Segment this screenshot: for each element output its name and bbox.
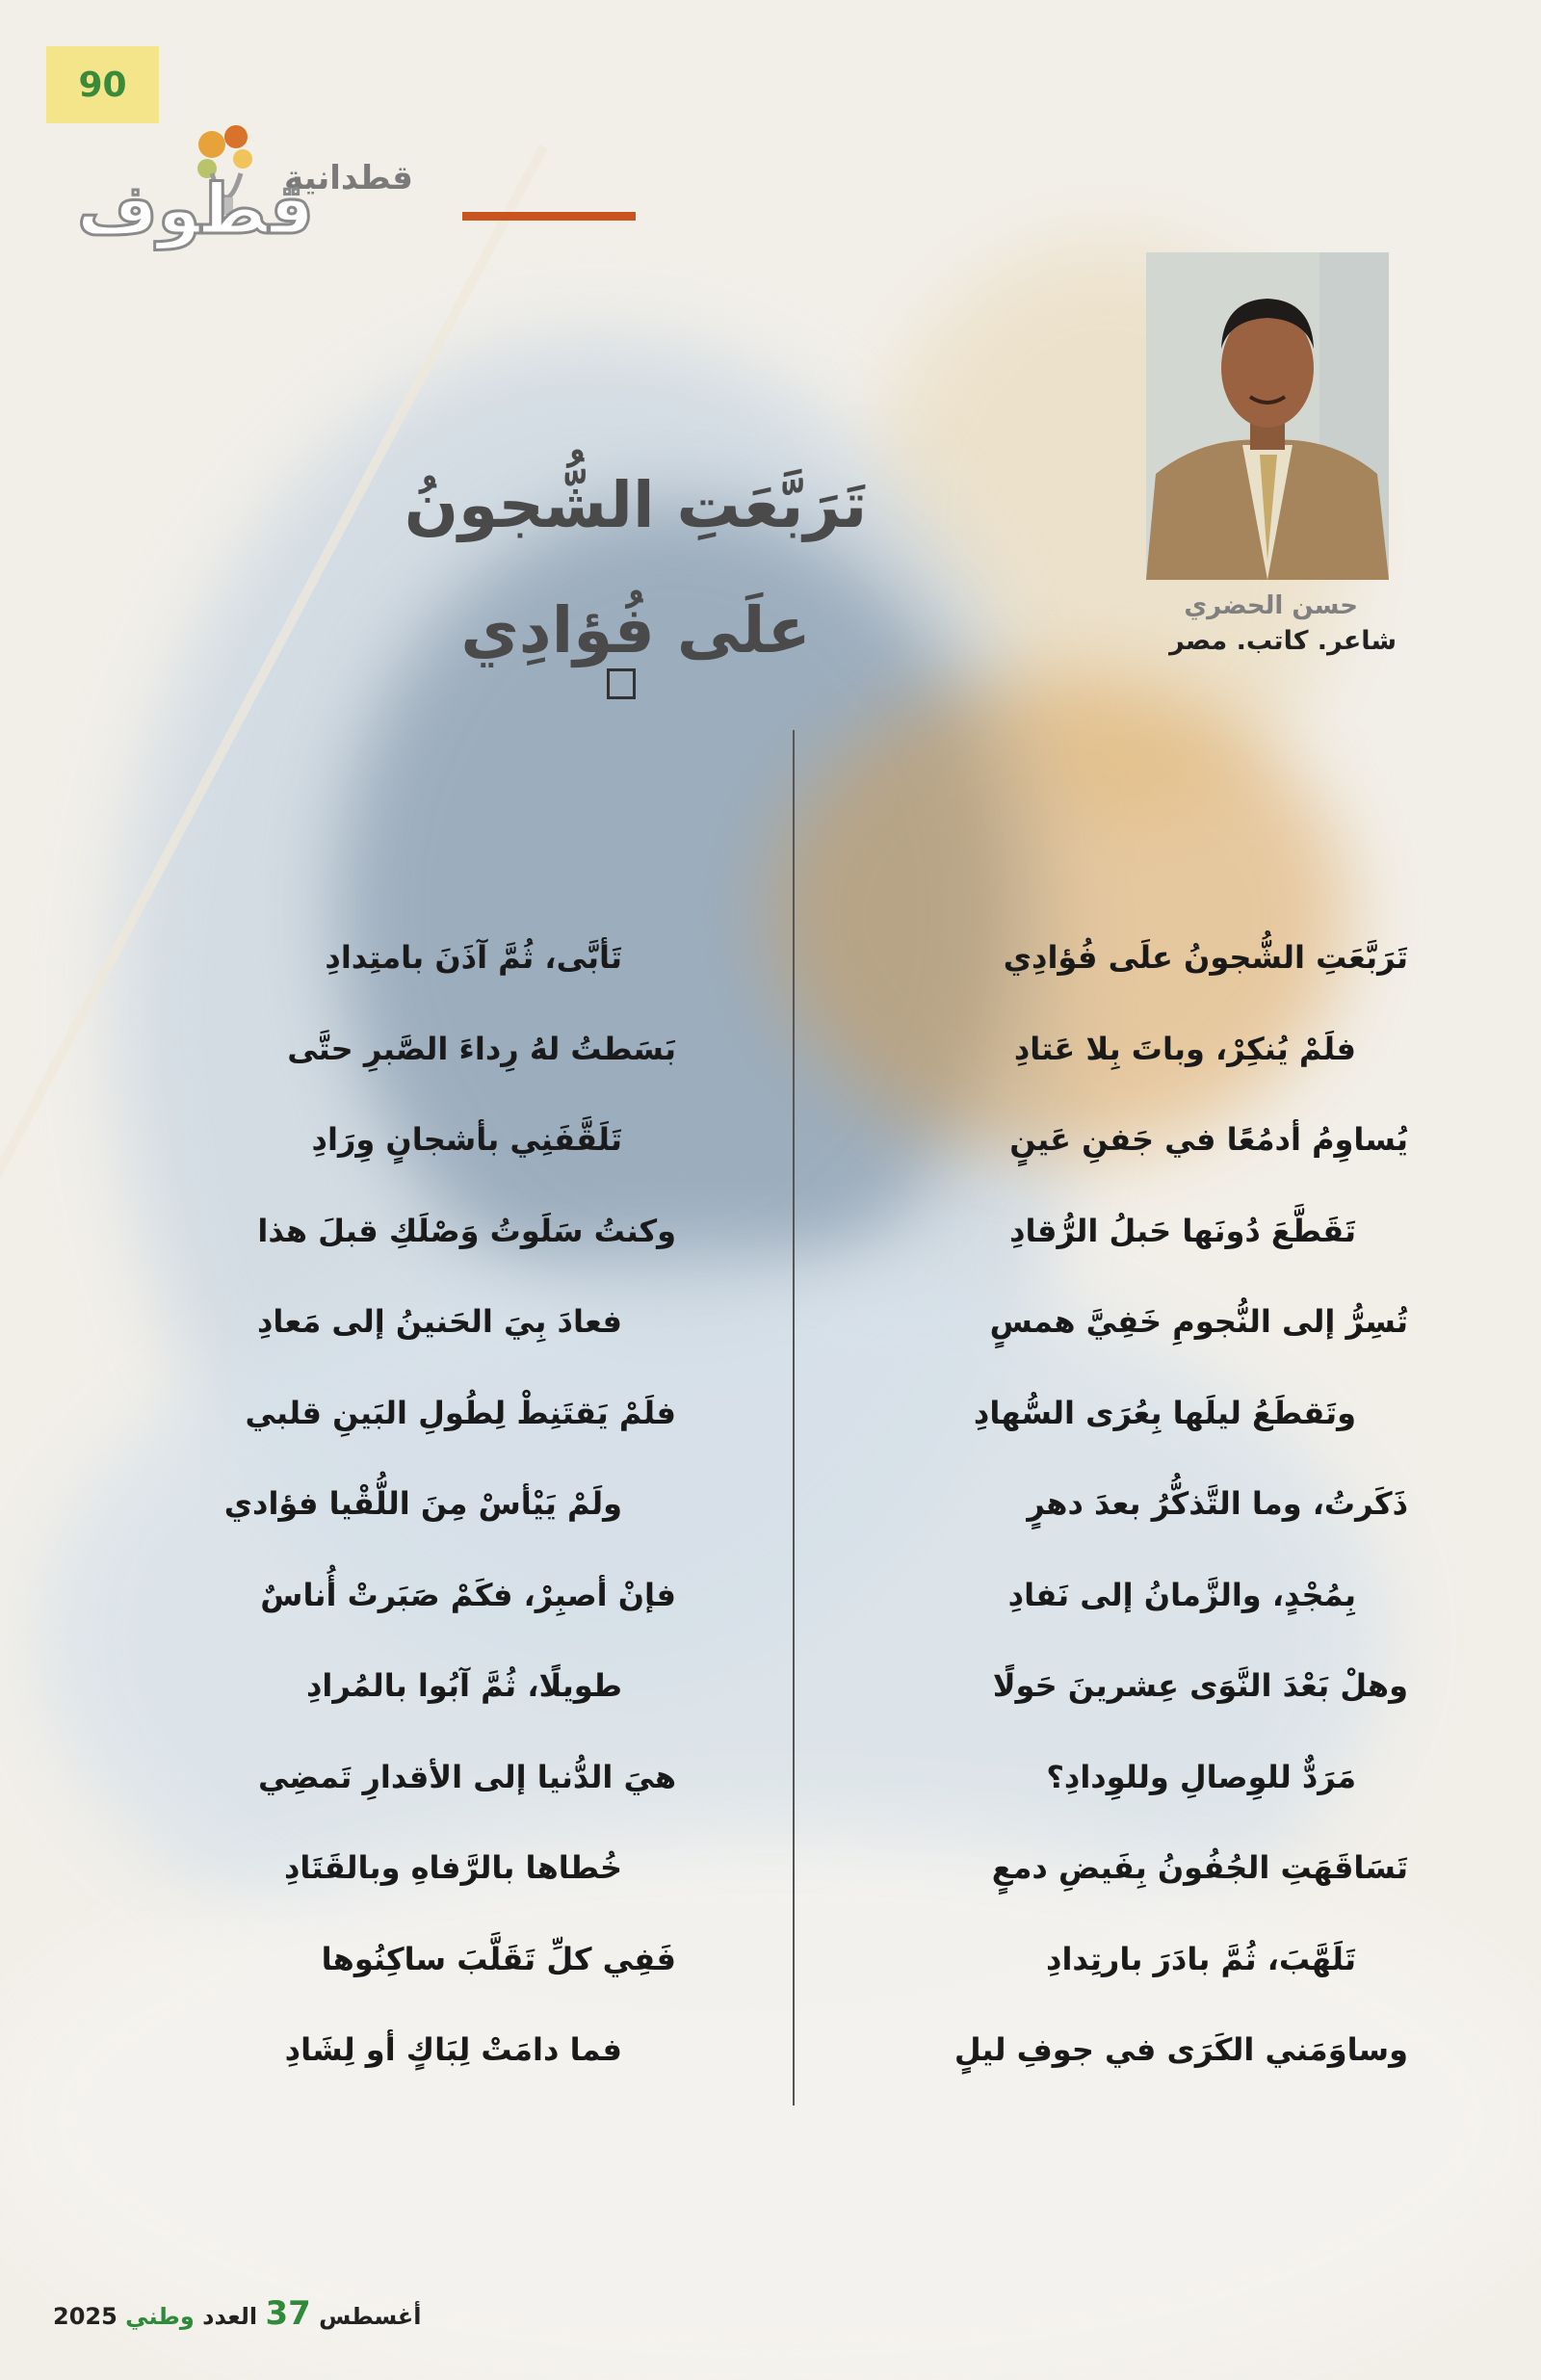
verse-second-hemistich: فَفِي كلِّ تَقَلَّبَ ساكِنُوها	[321, 1940, 676, 1977]
verse-second-hemistich: فإنْ أصبِرْ، فكَمْ صَبَرتْ أُناسٌ	[260, 1576, 676, 1613]
verse-first-hemistich: فلَمْ يُنكِرْ، وباتَ بِلا عَتادِ	[1013, 1030, 1356, 1067]
verse-second-hemistich: فلَمْ يَقتَنِطْ لِطُولِ البَينِ قلبي	[245, 1394, 676, 1431]
verse-first-hemistich: يُساوِمُ أدمُعًا في جَفنِ عَينٍ	[1009, 1121, 1408, 1158]
title-box-glyph	[607, 668, 636, 699]
section-underline	[462, 212, 636, 221]
poem-title-line-1: تَرَبَّعَتِ الشُّجونُ	[404, 468, 868, 542]
footer-magazine: وطني	[125, 2303, 195, 2330]
verse-first-hemistich: تَسَاقَهَتِ الجُفُونُ بِفَيضِ دمعٍ	[991, 1849, 1408, 1886]
verse-first-hemistich: وهلْ بَعْدَ النَّوَى عِشرينَ حَولًا	[992, 1667, 1408, 1704]
verse-second-hemistich: طويلًا، ثُمَّ آبُوا بالمُرادِ	[305, 1667, 622, 1704]
verse-second-hemistich: بَسَطتُ لهُ رِداءَ الصَّبرِ حتَّى	[287, 1030, 676, 1067]
author-name: حسن الحضري	[1184, 591, 1358, 620]
poem-title-line-2: علَى فُؤادِي	[460, 593, 811, 667]
verse-second-hemistich: فما دامَتْ لِبَاكٍ أو لِشَادِ	[284, 2031, 622, 2068]
verse-second-hemistich: فعادَ بِيَ الحَنينُ إلى مَعادِ	[256, 1303, 622, 1340]
verse-first-hemistich: وتَقطَعُ ليلَها بِعُرَى السُّهادِ	[973, 1394, 1356, 1431]
verse-first-hemistich: مَرَدٌّ للوِصالِ وللوِدادِ؟	[1046, 1758, 1356, 1795]
verse-first-hemistich: ذَكَرتُ، وما التَّذكُّرُ بعدَ دهرٍ	[1027, 1485, 1408, 1522]
footer-issue-label: العدد	[202, 2303, 258, 2330]
footer-issue-number: 37	[265, 2294, 311, 2333]
author-photo	[1146, 252, 1389, 580]
section-big-label: قطوف	[77, 169, 315, 249]
verse-first-hemistich: وساوَمَني الكَرَى في جوفِ ليلٍ	[953, 2031, 1408, 2068]
verse-first-hemistich: بِمُجْدٍ، والزَّمانُ إلى نَفادِ	[1007, 1576, 1356, 1613]
page-number: 90	[46, 46, 159, 123]
verse-second-hemistich: هيَ الدُّنيا إلى الأقدارِ تَمضِي	[257, 1758, 676, 1795]
footer-year: 2025	[53, 2303, 118, 2330]
poem-title	[366, 443, 905, 693]
footer	[53, 2294, 422, 2333]
verse-first-hemistich: تُسِرُّ إلى النُّجومِ خَفِيَّ همسٍ	[989, 1303, 1408, 1340]
verse-second-hemistich: ولَمْ يَيْأسْ مِنَ اللُّقْيا فؤادي	[223, 1485, 622, 1522]
verse-second-hemistich: وكنتُ سَلَوتُ وَصْلَكِ قبلَ هذا	[257, 1212, 676, 1249]
section-small-label: قطدانية	[284, 159, 413, 197]
verse-first-hemistich: تَقَطَّعَ دُونَها حَبلُ الرُّقادِ	[1009, 1212, 1356, 1249]
verse-second-hemistich: تَأبَّى، ثُمَّ آذَنَ بامتِدادِ	[325, 939, 622, 976]
verse-first-hemistich: تَلَهَّبَ، ثُمَّ بادَرَ بارتِدادِ	[1046, 1940, 1356, 1977]
verse-second-hemistich: خُطاها بالرَّفاهِ وبالقَتَادِ	[283, 1849, 622, 1886]
verse-second-hemistich: تَلَقَّفَنِي بأشجانٍ وِرَادِ	[311, 1121, 622, 1158]
footer-month: أغسطس	[319, 2303, 422, 2330]
author-role: شاعر. كاتب. مصر	[1169, 626, 1397, 656]
section-logo	[77, 106, 636, 250]
verse-first-hemistich: تَرَبَّعَتِ الشُّجونُ علَى فُؤادِي	[1003, 939, 1408, 976]
